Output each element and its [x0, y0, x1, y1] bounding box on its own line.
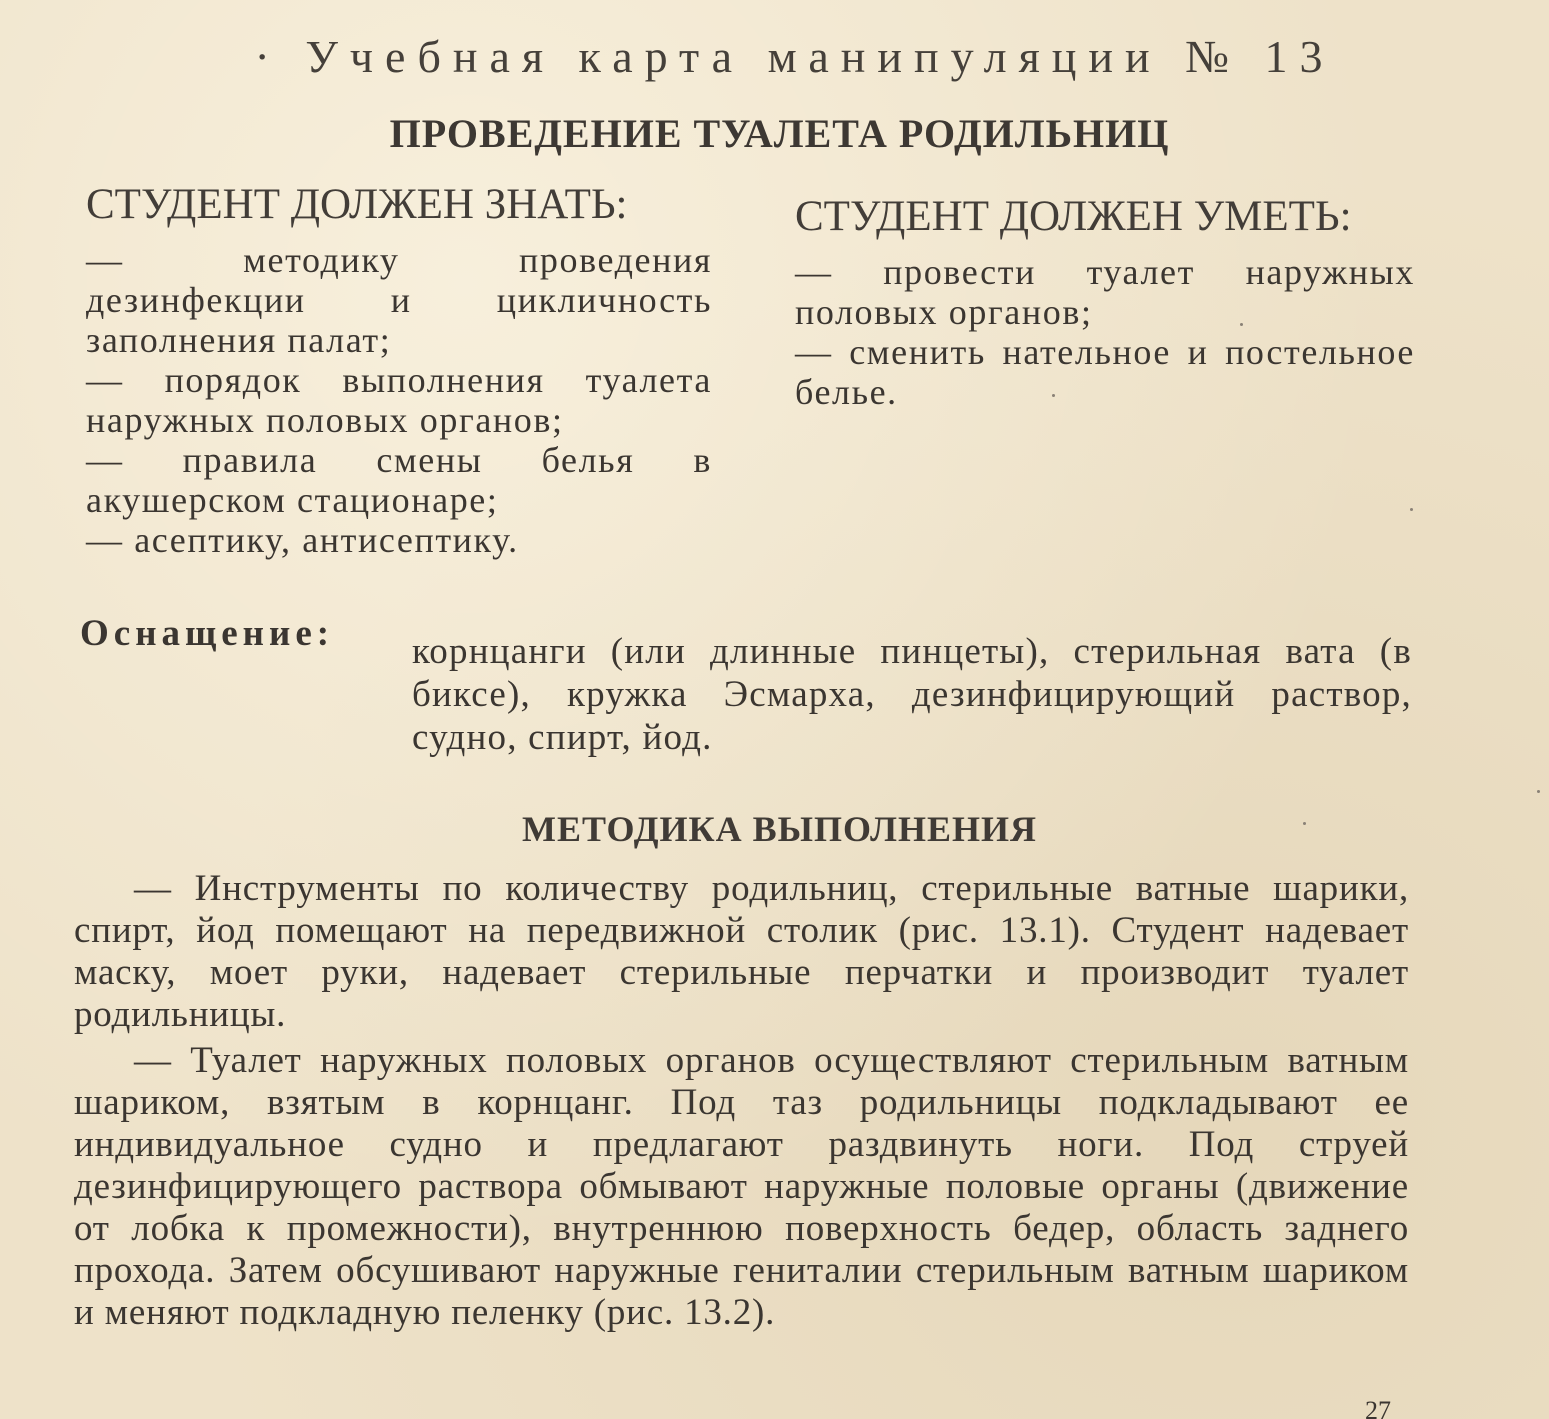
procedure-title: ПРОВЕДЕНИЕ ТУАЛЕТА РОДИЛЬНИЦ [389, 111, 1170, 156]
must-know-heading: СТУДЕНТ ДОЛЖЕН ЗНАТЬ: [86, 181, 628, 228]
must-can-item: — провести туалет наружных половых органов; [795, 252, 1415, 332]
must-know-item: — порядок выполнения туалета наружных половых органов; [86, 360, 712, 440]
paper-speck [1410, 508, 1413, 511]
paper-speck [1240, 323, 1243, 326]
paper-speck [1537, 790, 1540, 793]
equipment-label: Оснащение: [80, 613, 335, 654]
page-title: · Учебная карта манипуляции № 13 [254, 31, 1335, 82]
must-know-item: — методику проведения дезинфекции и цикличность заполнения палат; [86, 240, 712, 360]
must-can-column [795, 180, 1415, 412]
must-can-heading: СТУДЕНТ ДОЛЖЕН УМЕТЬ: [795, 193, 1352, 240]
equipment-text: корнцанги (или длинные пинцеты), стерильная вата (в биксе), кружка Эсмарха, дезинфицирующий раствор, судно, спирт, йод. [412, 631, 1412, 758]
must-know-item: — правила смены белья в акушерском стационаре; [86, 440, 712, 520]
must-know-column [86, 180, 712, 560]
paper-speck [1303, 822, 1306, 825]
must-know-item: — асептику, антисептику. [86, 520, 519, 560]
method-body [74, 868, 1409, 1338]
must-can-list [795, 252, 1415, 412]
page-number: 27 [1365, 1396, 1391, 1419]
must-can-item: — сменить нательное и постельное белье. [795, 332, 1415, 412]
paper-speck [1052, 394, 1055, 397]
method-paragraph: — Туалет наружных половых органов осуществляют стерильным ватным шариком, взятым в корнцанг. Под таз родильницы подкладывают ее индивидуальное судно и предлагают раздвинуть ноги. Под струей дезинфицирующего раствора обмывают наружные половые органы (движение от лобка к промежности), внутреннюю поверхность бедер, область заднего прохода. Затем обсушивают наружные гениталии стерильным ватным шариком и меняют подкладную пеленку (рис. 13.2). [74, 1040, 1409, 1333]
method-heading: МЕТОДИКА ВЫПОЛНЕНИЯ [521, 809, 1038, 849]
method-paragraph: — Инструменты по количеству родильниц, стерильные ватные шарики, спирт, йод помещают на передвижной столик (рис. 13.1). Студент надевает маску, моет руки, надевает стерильные перчатки и производит туалет родильницы. [74, 868, 1409, 1035]
must-know-list [86, 240, 712, 560]
